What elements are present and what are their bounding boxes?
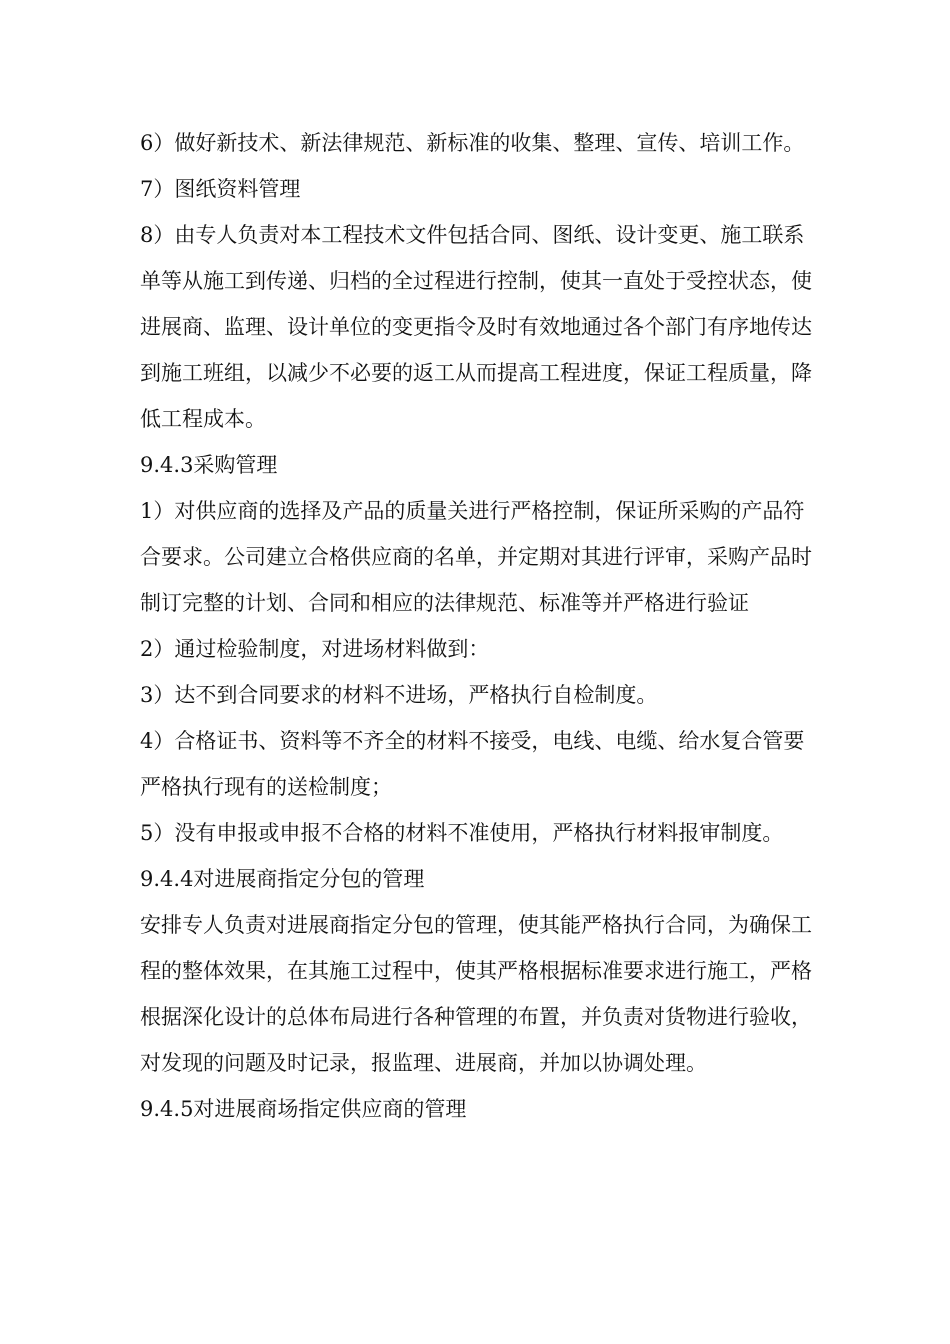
paragraph-line: 到施工班组，以减少不必要的返工从而提高工程进度，保证工程质量，降 <box>140 361 812 385</box>
paragraph-line: 根据深化设计的总体布局进行各种管理的布置，并负责对货物进行验收， <box>140 1005 812 1029</box>
paragraph-line: 3）达不到合同要求的材料不进场，严格执行自检制度。 <box>140 683 658 707</box>
paragraph-line: 5）没有申报或申报不合格的材料不准使用，严格执行材料报审制度。 <box>140 821 784 845</box>
paragraph-line: 6）做好新技术、新法律规范、新标准的收集、整理、宣传、培训工作。 <box>140 131 805 155</box>
paragraph-line: 单等从施工到传递、归档的全过程进行控制，使其一直处于受控状态，使 <box>140 269 812 293</box>
section-heading: 9.4.3采购管理 <box>140 453 278 477</box>
document-body <box>140 120 830 1132</box>
paragraph-line: 7）图纸资料管理 <box>140 177 301 201</box>
section-heading: 9.4.4对进展商指定分包的管理 <box>140 867 425 891</box>
paragraph-line: 4）合格证书、资料等不齐全的材料不接受，电线、电缆、给水复合管要 <box>140 729 805 753</box>
paragraph-line: 程的整体效果，在其施工过程中，使其严格根据标准要求进行施工，严格 <box>140 959 812 983</box>
paragraph-line: 安排专人负责对进展商指定分包的管理，使其能严格执行合同，为确保工 <box>140 913 812 937</box>
paragraph-line: 进展商、监理、设计单位的变更指令及时有效地通过各个部门有序地传达 <box>140 315 812 339</box>
paragraph-line: 低工程成本。 <box>140 407 266 431</box>
paragraph-line: 严格执行现有的送检制度； <box>140 775 392 799</box>
paragraph-line: 2）通过检验制度，对进场材料做到： <box>140 637 490 661</box>
paragraph-line: 1）对供应商的选择及产品的质量关进行严格控制，保证所采购的产品符 <box>140 499 805 523</box>
paragraph-line: 合要求。公司建立合格供应商的名单，并定期对其进行评审，采购产品时 <box>140 545 812 569</box>
paragraph-line: 8）由专人负责对本工程技术文件包括合同、图纸、设计变更、施工联系 <box>140 223 805 247</box>
paragraph-line: 制订完整的计划、合同和相应的法律规范、标准等并严格进行验证 <box>140 591 749 615</box>
paragraph-line: 对发现的问题及时记录，报监理、进展商，并加以协调处理。 <box>140 1051 707 1075</box>
section-heading: 9.4.5对进展商场指定供应商的管理 <box>140 1097 467 1121</box>
